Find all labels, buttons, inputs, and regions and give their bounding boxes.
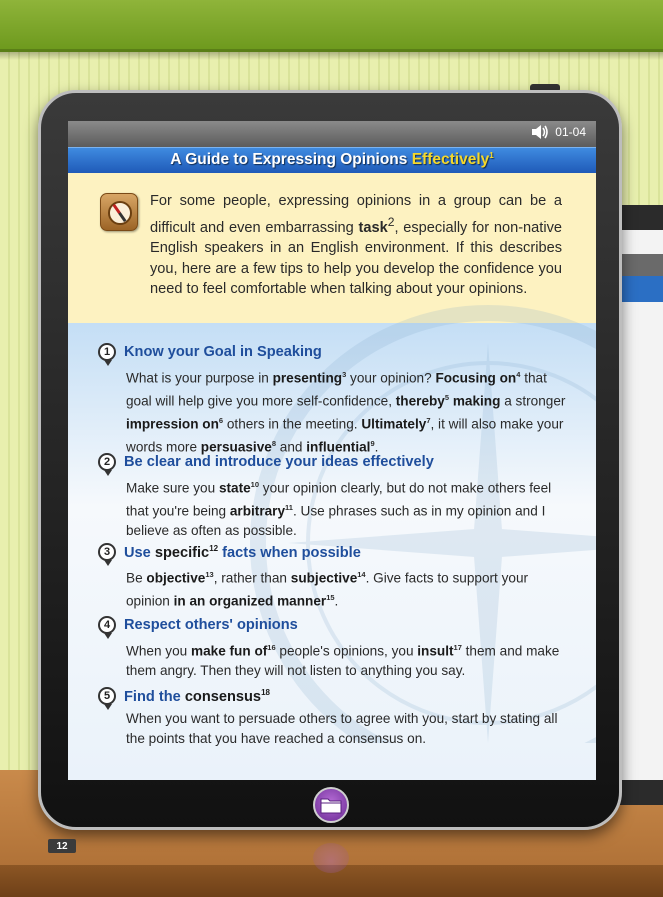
status-bar <box>68 121 596 147</box>
tip-title-1: Know your Goal in Speaking <box>124 344 322 360</box>
background-tablet-header <box>620 254 663 276</box>
top-banner-shadow <box>0 52 663 60</box>
tip-body-3: Be objective$^{13}$, rather than subjective$^{14}$. Give facts to support your opinion in an organized manner$^{15}$. <box>126 570 529 609</box>
background-tablet-titlebar <box>620 276 663 302</box>
home-button[interactable] <box>313 787 349 823</box>
title-accent: Effectively <box>411 151 490 169</box>
background-tablet-screen <box>620 230 663 780</box>
tip-number-5: 5 <box>98 687 116 705</box>
page-number: 12 <box>48 839 76 853</box>
track-number: 01-04 <box>555 125 586 139</box>
title-main: A Guide to Expressing Opinions <box>170 151 412 169</box>
tip-1 <box>98 343 568 457</box>
page-title <box>170 151 493 169</box>
tip-number-3: 3 <box>98 543 116 561</box>
audio-track[interactable] <box>531 125 586 139</box>
tip-number-1: 1 <box>98 343 116 361</box>
footnote-2: 2 <box>387 214 395 229</box>
tip-number-2: 2 <box>98 453 116 471</box>
home-button-reflection <box>313 843 349 873</box>
tip-body-5: When you want to persuade others to agree with you, start by stating all the points that you have reached a consensus on. <box>126 711 558 746</box>
folder-icon <box>320 796 342 814</box>
title-bar <box>68 147 596 173</box>
tip-4 <box>98 616 568 681</box>
title-footnote: 1 <box>489 151 494 161</box>
intro-text-1: For some people, expressing opinions in a group can be a difficult and even embarrassing <box>150 193 562 236</box>
tablet-screen <box>68 121 596 780</box>
tip-body-1: What is your purpose in presenting$^3$ your opinion? Focusing $on^4$ that goal will help give you more self-confidence, thereby$^5$ making a stronger impression $on^6$ others in the meeting. Ultimately$^7$, it will also make your words more persuasive$^8$ and influential$^9$. <box>126 370 566 455</box>
tip-title-3: Use specific$^{12}$ facts when possible <box>124 543 361 561</box>
tip-5 <box>98 687 568 748</box>
tip-title-2: Be clear and introduce your ideas effectively <box>124 454 434 470</box>
intro-text-2: , especially for non-native English speakers in an English environment. If this describes you, here are a few tips to help you develop the confidence you need to feel comfortable when talking about your opinions. <box>150 219 563 298</box>
tip-title-5: Find the consensus$^{18}$ <box>124 687 270 705</box>
top-banner <box>0 0 663 52</box>
tip-3 <box>98 543 568 611</box>
tip-body-4: When you make fun $of^{16}$ people's opinions, you insult$^{17}$ them and make them angry. Then they will not listen to anything you say. <box>126 643 560 679</box>
tip-title-4: Respect others' opinions <box>124 617 298 633</box>
tip-body-2: Make sure you state$^{10}$ your opinion clearly, but do not make others feel that you're being arbitrary$^{11}$. Use phrases such as in my opinion and I believe as often as possible. <box>126 480 552 539</box>
speaker-icon[interactable] <box>531 125 549 139</box>
tip-number-4: 4 <box>98 616 116 634</box>
tips-section <box>68 323 596 780</box>
tip-2 <box>98 453 568 541</box>
vocab-task: task <box>358 219 388 236</box>
compass-icon <box>100 193 138 231</box>
